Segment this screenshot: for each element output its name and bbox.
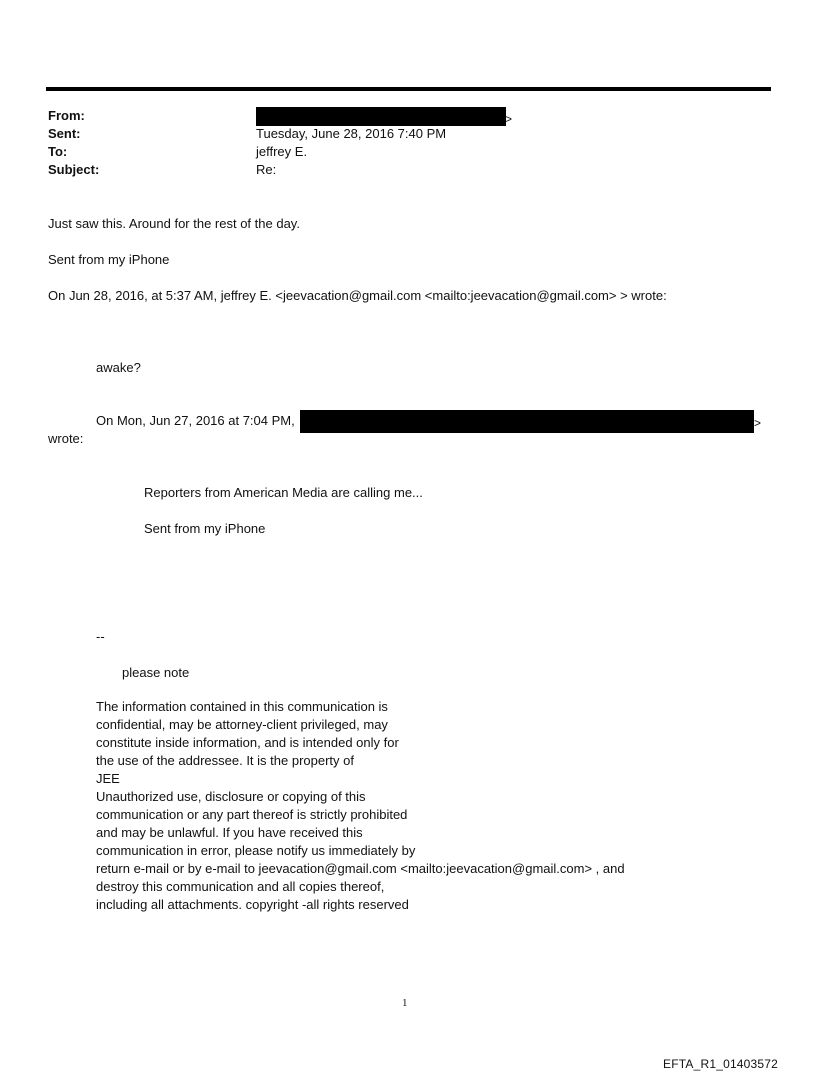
disclaimer-line: the use of the addressee. It is the property of [96,753,354,768]
quote-trailer: > [754,416,762,430]
from-trailer: > [505,112,513,126]
from-label: From: [48,108,85,123]
disclaimer-line: communication or any part thereof is strictly prohibited [96,807,408,822]
quote-wrote: wrote: [48,431,84,446]
disclaimer-line: destroy this communication and all copies thereof, [96,879,385,894]
signature-nested: Sent from my iPhone [144,521,266,536]
disclaimer-line: communication in error, please notify us immediately by [96,843,416,858]
signature-separator: -- [96,629,105,644]
disclaimer-line: return e-mail or by e-mail to jeevacation@gmail.com <mailto:jeevacation@gmail.com> , and [96,861,625,876]
disclaimer-line: including all attachments. copyright -all rights reserved [96,897,409,912]
quoted-message-nested: Reporters from American Media are calling me... [144,485,423,500]
disclaimer-line: confidential, may be attorney-client privileged, may [96,717,388,732]
subject-value: Re: [256,162,277,177]
disclaimer-line: and may be unlawful. If you have received this [96,825,363,840]
signature: Sent from my iPhone [48,252,170,267]
sender-redaction [300,410,754,433]
disclaimer-line: JEE [96,771,120,786]
quote-intro-nested: On Mon, Jun 27, 2016 at 7:04 PM, [96,413,295,428]
sent-value: Tuesday, June 28, 2016 7:40 PM [256,126,447,141]
header-rule [46,87,771,91]
disclaimer-line: Unauthorized use, disclosure or copying of this [96,789,366,804]
from-redaction [256,107,506,126]
subject-label: Subject: [48,162,100,177]
to-label: To: [48,144,68,159]
disclaimer-line: The information contained in this communication is [96,699,388,714]
quoted-message: awake? [96,360,141,375]
bates-number: EFTA_R1_01403572 [663,1057,779,1071]
quote-intro: On Jun 28, 2016, at 5:37 AM, jeffrey E. <jeevacation@gmail.com <mailto:jeevacation@gmail.com> > wrote: [48,288,667,303]
page-number: 1 [402,997,408,1009]
disclaimer-line: constitute inside information, and is intended only for [96,735,399,750]
please-note: please note [122,665,190,680]
to-value: jeffrey E. [256,144,308,159]
disclaimer [96,698,625,914]
message-line: Just saw this. Around for the rest of the day. [48,216,300,231]
sent-label: Sent: [48,126,81,141]
